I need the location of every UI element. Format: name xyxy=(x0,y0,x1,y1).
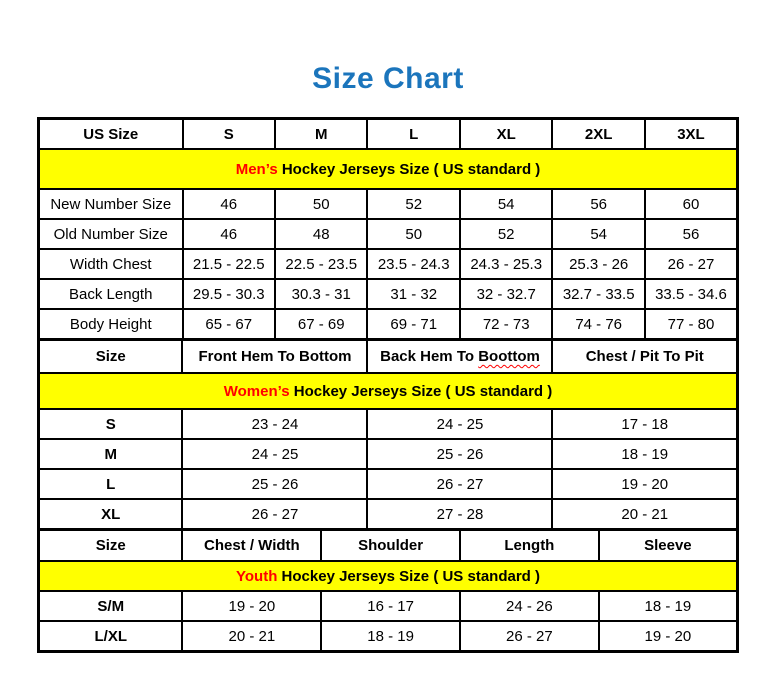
mens-cell-0: 46 xyxy=(183,189,275,219)
mens-row-new-number-size xyxy=(39,189,738,219)
mens-col-header-0: US Size xyxy=(39,119,183,150)
mens-cell-2: 31 - 32 xyxy=(367,279,459,309)
youth-row-l-xl xyxy=(39,621,738,652)
womens-row-xl xyxy=(39,499,738,530)
mens-cell-1: 22.5 - 23.5 xyxy=(275,249,367,279)
mens-cell-3: 32 - 32.7 xyxy=(460,279,552,309)
mens-row-label: New Number Size xyxy=(39,189,183,219)
womens-row-m xyxy=(39,439,738,469)
size-tables-container xyxy=(37,117,739,653)
youth-row-label: L/XL xyxy=(39,621,183,652)
youth-cell-0: 19 - 20 xyxy=(182,591,321,621)
youth-cell-0: 20 - 21 xyxy=(182,621,321,652)
youth-header-row xyxy=(39,530,738,562)
mens-row-body-height xyxy=(39,309,738,340)
mens-cell-4: 25.3 - 26 xyxy=(552,249,644,279)
mens-row-old-number-size xyxy=(39,219,738,249)
mens-section-banner xyxy=(39,149,738,189)
youth-cell-2: 26 - 27 xyxy=(460,621,599,652)
womens-header-row xyxy=(39,340,738,374)
youth-col-header-1: Chest / Width xyxy=(182,530,321,562)
mens-cell-1: 30.3 - 31 xyxy=(275,279,367,309)
womens-section-banner xyxy=(39,373,738,409)
misspelled-word: Boottom xyxy=(478,348,540,365)
mens-cell-5: 26 - 27 xyxy=(645,249,738,279)
mens-cell-4: 74 - 76 xyxy=(552,309,644,340)
womens-size-table xyxy=(37,338,739,531)
mens-col-header-2: M xyxy=(275,119,367,150)
mens-cell-0: 65 - 67 xyxy=(183,309,275,340)
womens-cell-1: 27 - 28 xyxy=(367,499,552,530)
mens-cell-1: 67 - 69 xyxy=(275,309,367,340)
mens-cell-1: 48 xyxy=(275,219,367,249)
mens-row-back-length xyxy=(39,279,738,309)
womens-col-header-2: Back Hem To Boottom xyxy=(367,340,552,374)
mens-cell-2: 23.5 - 24.3 xyxy=(367,249,459,279)
youth-banner-row xyxy=(39,561,738,591)
mens-row-width-chest xyxy=(39,249,738,279)
womens-cell-2: 18 - 19 xyxy=(552,439,737,469)
womens-row-label: XL xyxy=(39,499,183,530)
youth-col-header-0: Size xyxy=(39,530,183,562)
womens-cell-0: 25 - 26 xyxy=(182,469,367,499)
womens-cell-2: 19 - 20 xyxy=(552,469,737,499)
mens-col-header-1: S xyxy=(183,119,275,150)
mens-col-header-3: L xyxy=(367,119,459,150)
youth-cell-3: 18 - 19 xyxy=(599,591,738,621)
mens-col-header-5: 2XL xyxy=(552,119,644,150)
youth-banner-accent: Youth xyxy=(236,567,278,585)
mens-cell-5: 60 xyxy=(645,189,738,219)
womens-cell-0: 23 - 24 xyxy=(182,409,367,439)
mens-cell-4: 32.7 - 33.5 xyxy=(552,279,644,309)
mens-cell-2: 69 - 71 xyxy=(367,309,459,340)
mens-cell-0: 21.5 - 22.5 xyxy=(183,249,275,279)
page-title: Size Chart xyxy=(312,62,464,95)
mens-cell-3: 24.3 - 25.3 xyxy=(460,249,552,279)
mens-cell-4: 54 xyxy=(552,219,644,249)
mens-banner-row xyxy=(39,149,738,189)
womens-banner-text: Hockey Jerseys Size ( US standard ) xyxy=(289,382,553,400)
mens-cell-3: 52 xyxy=(460,219,552,249)
youth-row-label: S/M xyxy=(39,591,183,621)
mens-cell-3: 72 - 73 xyxy=(460,309,552,340)
womens-banner-accent: Women’s xyxy=(223,382,290,400)
womens-cell-1: 25 - 26 xyxy=(367,439,552,469)
mens-header-row xyxy=(39,119,738,150)
mens-row-label: Old Number Size xyxy=(39,219,183,249)
youth-cell-1: 18 - 19 xyxy=(321,621,460,652)
womens-row-label: L xyxy=(39,469,183,499)
mens-banner-text: Hockey Jerseys Size ( US standard ) xyxy=(277,160,541,178)
mens-cell-2: 50 xyxy=(367,219,459,249)
womens-cell-2: 20 - 21 xyxy=(552,499,737,530)
youth-banner-text: Hockey Jerseys Size ( US standard ) xyxy=(277,567,540,585)
womens-row-label: S xyxy=(39,409,183,439)
youth-cell-3: 19 - 20 xyxy=(599,621,738,652)
youth-cell-1: 16 - 17 xyxy=(321,591,460,621)
womens-col-header-3: Chest / Pit To Pit xyxy=(552,340,737,374)
womens-row-s xyxy=(39,409,738,439)
womens-col-header-0: Size xyxy=(39,340,183,374)
womens-cell-1: 24 - 25 xyxy=(367,409,552,439)
mens-cell-5: 77 - 80 xyxy=(645,309,738,340)
womens-col-header-1: Front Hem To Bottom xyxy=(182,340,367,374)
mens-size-table xyxy=(37,117,739,341)
mens-row-label: Width Chest xyxy=(39,249,183,279)
mens-cell-4: 56 xyxy=(552,189,644,219)
mens-cell-1: 50 xyxy=(275,189,367,219)
womens-cell-0: 24 - 25 xyxy=(182,439,367,469)
youth-col-header-3: Length xyxy=(460,530,599,562)
youth-col-header-2: Shoulder xyxy=(321,530,460,562)
mens-row-label: Body Height xyxy=(39,309,183,340)
mens-banner-accent: Men’s xyxy=(235,160,278,178)
womens-banner-row xyxy=(39,373,738,409)
mens-col-header-6: 3XL xyxy=(645,119,738,150)
mens-row-label: Back Length xyxy=(39,279,183,309)
womens-row-label: M xyxy=(39,439,183,469)
mens-col-header-4: XL xyxy=(460,119,552,150)
youth-col-header-4: Sleeve xyxy=(599,530,738,562)
womens-cell-2: 17 - 18 xyxy=(552,409,737,439)
mens-cell-3: 54 xyxy=(460,189,552,219)
womens-row-l xyxy=(39,469,738,499)
youth-section-banner xyxy=(39,561,738,591)
mens-cell-5: 56 xyxy=(645,219,738,249)
youth-cell-2: 24 - 26 xyxy=(460,591,599,621)
mens-cell-5: 33.5 - 34.6 xyxy=(645,279,738,309)
mens-cell-2: 52 xyxy=(367,189,459,219)
mens-cell-0: 46 xyxy=(183,219,275,249)
youth-size-table xyxy=(37,528,739,653)
mens-cell-0: 29.5 - 30.3 xyxy=(183,279,275,309)
womens-cell-0: 26 - 27 xyxy=(182,499,367,530)
youth-row-s-m xyxy=(39,591,738,621)
womens-cell-1: 26 - 27 xyxy=(367,469,552,499)
